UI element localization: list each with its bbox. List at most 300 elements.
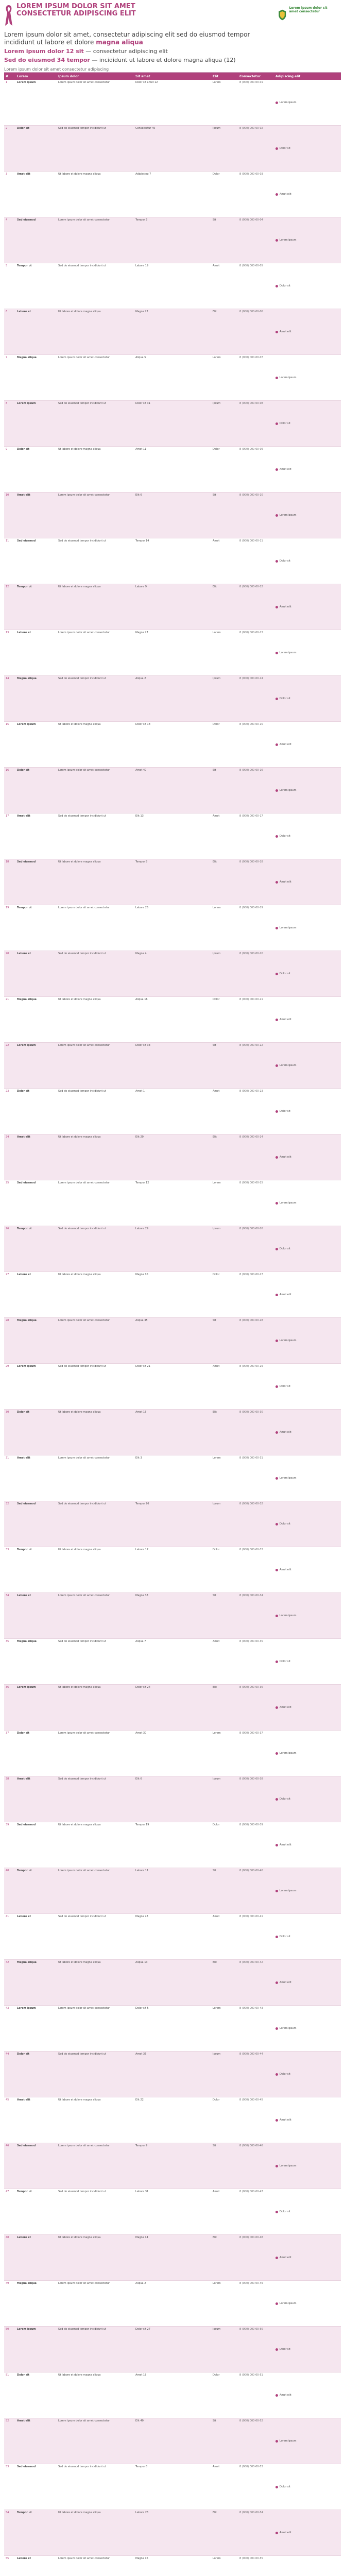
table-cell[interactable]: 8 (000) 000-00-32 [239, 1502, 263, 1505]
table-cell-text: Dolor sit [280, 697, 290, 700]
table-cell[interactable]: 8 (000) 000-00-08 [239, 402, 263, 405]
table-cell[interactable]: 8 (000) 000-00-06 [239, 310, 263, 313]
table-cell: Sit [213, 1594, 216, 1597]
table-cell-text: Lorem ipsum [280, 1614, 297, 1617]
table-cell: Amet elit [17, 2419, 30, 2422]
table-cell-text: Lorem ipsum [280, 376, 297, 379]
table-cell[interactable]: 8 (000) 000-00-36 [239, 1686, 263, 1689]
table-cell[interactable]: 8 (000) 000-00-43 [239, 2007, 263, 2010]
pink-ribbon-icon [4, 4, 13, 27]
table-row [4, 1914, 341, 1960]
table-cell [274, 1914, 341, 1959]
table-cell [274, 538, 341, 584]
status-dot-icon [275, 1752, 278, 1755]
table-cell[interactable]: 8 (000) 000-00-49 [239, 2282, 263, 2285]
table-cell: Lorem ipsum dolor sit amet consectetur [58, 1594, 110, 1597]
status-dot-icon [275, 927, 278, 929]
table-cell[interactable]: 8 (000) 000-00-16 [239, 769, 263, 772]
table-cell: 47 [6, 2190, 9, 2193]
table-row [4, 217, 341, 263]
table-cell[interactable]: 8 (000) 000-00-10 [239, 494, 263, 497]
status-dot-icon [275, 1248, 278, 1250]
table-cell [274, 2418, 341, 2464]
table-cell: 54 [6, 2511, 9, 2514]
table-cell[interactable]: 8 (000) 000-00-40 [239, 1869, 263, 1872]
intro-note: Lorem ipsum dolor sit amet consectetur adipiscing [4, 67, 109, 72]
table-cell: Amet 18 [135, 2374, 147, 2377]
table-cell[interactable]: 8 (000) 000-00-22 [239, 1044, 263, 1047]
table-row [4, 2235, 341, 2281]
table-cell: Magna aliqua [17, 1961, 37, 1964]
table-row [4, 2097, 341, 2143]
table-cell: 52 [6, 2419, 9, 2422]
emblem-icon [278, 6, 287, 24]
table-cell: Sed do eiusmod tempor incididunt ut [58, 539, 107, 543]
table-cell[interactable]: 8 (000) 000-00-31 [239, 1456, 263, 1460]
status-dot-icon [275, 1156, 278, 1159]
table-cell: Lorem ipsum dolor sit amet consectetur [58, 906, 110, 909]
table-cell-text: Amet elit [280, 2118, 291, 2122]
status-dot-icon [275, 514, 278, 517]
table-cell: Amet elit [17, 1456, 30, 1460]
table-row [4, 80, 341, 126]
table-cell [274, 2052, 341, 2097]
table-cell: Lorem ipsum [17, 1044, 36, 1047]
table-cell: Magna 27 [135, 631, 148, 634]
table-cell[interactable]: 8 (000) 000-00-03 [239, 173, 263, 176]
table-cell: 55 [6, 2557, 9, 2560]
table-cell[interactable]: 8 (000) 000-00-15 [239, 723, 263, 726]
table-row [4, 309, 341, 355]
status-dot-icon [275, 789, 278, 792]
table-cell[interactable]: 8 (000) 000-00-41 [239, 1915, 263, 1918]
table-cell[interactable]: 8 (000) 000-00-18 [239, 860, 263, 863]
table-cell: Elit 6 [135, 494, 142, 497]
table-cell-text: Amet elit [280, 605, 291, 608]
table-cell: 28 [6, 1319, 9, 1322]
table-cell[interactable]: 8 (000) 000-00-39 [239, 1823, 263, 1826]
table-cell-text: Dolor sit [280, 1935, 290, 1938]
table-row [4, 2327, 341, 2372]
org-logo [278, 6, 334, 26]
table-cell: Labore 23 [135, 2511, 149, 2514]
table-cell: Sed do eiusmod tempor incididunt ut [58, 1365, 107, 1368]
table-cell: Dolor [213, 1823, 220, 1826]
table-cell[interactable]: 8 (000) 000-00-50 [239, 2328, 263, 2331]
table-cell: Aliqua 13 [135, 1961, 148, 1964]
table-cell[interactable]: 8 (000) 000-00-35 [239, 1640, 263, 1643]
table-cell: Labore 31 [135, 2190, 149, 2193]
table-cell-text: Dolor sit [280, 834, 290, 838]
table-cell: 44 [6, 2053, 9, 2056]
table-cell: 20 [6, 952, 9, 955]
table-row [4, 722, 341, 768]
table-row [4, 1501, 341, 1547]
table-cell[interactable]: 8 (000) 000-00-42 [239, 1961, 263, 1964]
table-cell: Elit 20 [135, 1136, 144, 1139]
table-cell: Ut labore et dolore magna aliqua [58, 585, 101, 588]
table-cell: Labore et [17, 1273, 31, 1276]
table-cell[interactable]: 8 (000) 000-00-30 [239, 1411, 263, 1414]
status-dot-icon [275, 743, 278, 746]
table-cell [274, 1868, 341, 1913]
table-cell: Tempor ut [17, 1548, 32, 1551]
table-cell: 12 [6, 585, 9, 588]
table-cell: Lorem ipsum [17, 723, 36, 726]
table-cell: Sed do eiusmod tempor incididunt ut [58, 264, 107, 267]
table-body [4, 80, 341, 2576]
table-cell: Sit [213, 1319, 216, 1322]
status-dot-icon [275, 1477, 278, 1480]
table-cell: Sit [213, 2419, 216, 2422]
table-row [4, 630, 341, 676]
table-cell: Lorem ipsum dolor sit amet consectetur [58, 1181, 110, 1184]
table-row [4, 1639, 341, 1685]
intro [4, 31, 334, 72]
table-cell: Sit [213, 1044, 216, 1047]
table-cell: 39 [6, 1823, 9, 1826]
status-dot-icon [275, 1981, 278, 1984]
table-cell[interactable]: 8 (000) 000-00-13 [239, 631, 263, 634]
header-cell: Elit [213, 74, 219, 78]
table-cell: Sed eiusmod [17, 1502, 36, 1505]
table-cell [274, 1639, 341, 1684]
status-dot-icon [275, 2302, 278, 2305]
table-cell: Tempor ut [17, 1227, 32, 1230]
table-cell: 26 [6, 1227, 9, 1230]
table-cell[interactable]: 8 (000) 000-00-07 [239, 356, 263, 359]
table-cell: Sit [213, 2144, 216, 2147]
table-cell: Elit 22 [135, 2098, 144, 2102]
table-cell[interactable]: 8 (000) 000-00-09 [239, 448, 263, 451]
table-cell[interactable]: 8 (000) 000-00-47 [239, 2190, 263, 2193]
table-cell[interactable]: 8 (000) 000-00-44 [239, 2053, 263, 2056]
table-row [4, 2418, 341, 2464]
table-cell: Lorem ipsum dolor sit amet consectetur [58, 218, 110, 222]
table-cell [274, 1731, 341, 1776]
table-cell: Amet [213, 2465, 220, 2468]
table-cell: Labore et [17, 310, 31, 313]
table-cell: 22 [6, 1044, 9, 1047]
status-dot-icon [275, 377, 278, 379]
table-cell: Lorem [213, 906, 221, 909]
table-row [4, 2556, 341, 2576]
table-row [4, 172, 341, 217]
table-cell [274, 676, 341, 721]
table-cell: Dolor sit [17, 448, 30, 451]
status-dot-icon [275, 1064, 278, 1067]
table-row [4, 905, 341, 951]
table-cell [274, 1593, 341, 1638]
table-cell[interactable]: 8 (000) 000-00-24 [239, 1136, 263, 1139]
table-cell: Ut labore et dolore magna aliqua [58, 2098, 101, 2102]
status-dot-icon [275, 2532, 278, 2534]
table-cell: Ut labore et dolore magna aliqua [58, 1823, 101, 1826]
table-cell[interactable]: 8 (000) 000-00-55 [239, 2557, 263, 2560]
status-dot-icon [275, 1706, 278, 1709]
table-cell[interactable]: 8 (000) 000-00-45 [239, 2098, 263, 2102]
table-cell[interactable]: 8 (000) 000-00-21 [239, 998, 263, 1001]
table-cell [274, 1547, 341, 1592]
table-cell: Dolor sit [17, 2374, 30, 2377]
age-line-1 [4, 48, 334, 55]
table-cell: 49 [6, 2282, 9, 2285]
table-row [4, 1547, 341, 1593]
table-cell-text: Lorem ipsum [280, 1338, 297, 1342]
status-dot-icon [275, 835, 278, 838]
table-row [4, 1455, 341, 1501]
table-cell: Tempor ut [17, 585, 32, 588]
table-row [4, 493, 341, 538]
table-cell: Dolor sit [17, 1411, 30, 1414]
table-cell: 1 [6, 81, 8, 84]
table-cell: Aliqua 16 [135, 998, 148, 1001]
table-cell: Dolor [213, 448, 220, 451]
table-cell[interactable]: 8 (000) 000-00-14 [239, 677, 263, 680]
status-dot-icon [275, 2119, 278, 2122]
table-cell: Sit [213, 769, 216, 772]
table-cell: 5 [6, 264, 8, 267]
table-cell: Dolor [213, 173, 220, 176]
table-cell: Amet elit [17, 815, 30, 818]
table-cell[interactable]: 8 (000) 000-00-04 [239, 218, 263, 222]
table-cell[interactable]: 8 (000) 000-00-26 [239, 1227, 263, 1230]
table-cell: Elit [213, 1686, 217, 1689]
table-cell [274, 126, 341, 171]
table-cell: Ut labore et dolore magna aliqua [58, 2511, 101, 2514]
table-cell[interactable]: 8 (000) 000-00-12 [239, 585, 263, 588]
table-cell-text: Amet elit [280, 1980, 291, 1984]
table-row [4, 676, 341, 722]
table-cell[interactable]: 8 (000) 000-00-52 [239, 2419, 263, 2422]
table-row [4, 2464, 341, 2510]
table-cell-text: Lorem ipsum [280, 1063, 297, 1067]
table-cell [274, 172, 341, 217]
table-cell [274, 1501, 341, 1547]
table-row [4, 814, 341, 859]
table-cell-text: Amet elit [280, 1705, 291, 1709]
status-dot-icon [275, 101, 278, 104]
table-cell [274, 401, 341, 446]
table-cell[interactable]: 8 (000) 000-00-27 [239, 1273, 263, 1276]
table-cell: Amet elit [17, 494, 30, 497]
table-cell [274, 1685, 341, 1730]
status-dot-icon [275, 1385, 278, 1388]
table-cell: Amet [213, 1915, 220, 1918]
table-cell[interactable]: 8 (000) 000-00-05 [239, 264, 263, 267]
table-cell [274, 905, 341, 951]
table-cell: Sed do eiusmod tempor incididunt ut [58, 1915, 107, 1918]
status-dot-icon [275, 1431, 278, 1434]
table-cell: Ipsum [213, 1227, 221, 1230]
table-cell-text: Dolor sit [280, 2485, 290, 2488]
table-cell-text: Lorem ipsum [280, 926, 297, 929]
table-cell: Amet 11 [135, 448, 147, 451]
table-cell: Lorem ipsum dolor sit amet consectetur [58, 1319, 110, 1322]
table-cell: 7 [6, 356, 8, 359]
table-cell: Ipsum [213, 1502, 221, 1505]
table-cell: Ut labore et dolore magna aliqua [58, 1548, 101, 1551]
table-cell[interactable]: 8 (000) 000-00-28 [239, 1319, 263, 1322]
table-cell-text: Lorem ipsum [280, 238, 297, 242]
table-cell[interactable]: 8 (000) 000-00-34 [239, 1594, 263, 1597]
table-cell: Labore et [17, 2557, 31, 2560]
table-cell: Amet 15 [135, 1411, 147, 1414]
table-cell[interactable]: 8 (000) 000-00-33 [239, 1548, 263, 1551]
table-cell[interactable]: 8 (000) 000-00-37 [239, 1732, 263, 1735]
table-cell: Amet 36 [135, 2053, 147, 2056]
table-cell: Amet 1 [135, 1090, 145, 1093]
table-cell-text: Lorem ipsum [280, 2439, 297, 2443]
table-cell [274, 1364, 341, 1409]
table-cell: Lorem ipsum dolor sit amet consectetur [58, 631, 110, 634]
table-row [4, 1593, 341, 1639]
table-cell[interactable]: 8 (000) 000-00-54 [239, 2511, 263, 2514]
table-cell [274, 493, 341, 538]
table-row [4, 1180, 341, 1226]
table-cell: 40 [6, 1869, 9, 1872]
table-cell: 6 [6, 310, 8, 313]
table-cell [274, 584, 341, 630]
table-cell: Magna aliqua [17, 2282, 37, 2285]
table-cell[interactable]: 8 (000) 000-00-01 [239, 81, 263, 84]
table-cell: 3 [6, 173, 8, 176]
table-cell [274, 1089, 341, 1134]
table-cell[interactable]: 8 (000) 000-00-25 [239, 1181, 263, 1184]
status-dot-icon [275, 2394, 278, 2397]
table-row [4, 1226, 341, 1272]
table-cell-text: Dolor sit [280, 559, 290, 563]
table-cell[interactable]: 8 (000) 000-00-20 [239, 952, 263, 955]
table-cell: Ut labore et dolore magna aliqua [58, 310, 101, 313]
table-cell: Magna aliqua [17, 998, 37, 1001]
status-dot-icon [275, 2440, 278, 2443]
table-cell: 9 [6, 448, 8, 451]
table-cell: Lorem ipsum dolor sit amet consectetur [58, 2419, 110, 2422]
table-cell: Sed eiusmod [17, 860, 36, 863]
table-cell: Ut labore et dolore magna aliqua [58, 1686, 101, 1689]
table-cell-text: Amet elit [280, 2531, 291, 2534]
table-cell: Magna 10 [135, 1273, 148, 1276]
table-cell: Sed do eiusmod tempor incididunt ut [58, 1777, 107, 1781]
table-cell: Lorem ipsum dolor sit amet consectetur [58, 1732, 110, 1735]
table-cell [274, 80, 341, 125]
table-cell[interactable]: 8 (000) 000-00-11 [239, 539, 263, 543]
table-cell-text: Lorem ipsum [280, 788, 297, 792]
table-cell[interactable]: 8 (000) 000-00-23 [239, 1090, 263, 1093]
table-cell: Amet 30 [135, 1732, 147, 1735]
table-cell[interactable]: 8 (000) 000-00-29 [239, 1365, 263, 1368]
table-cell-text: Lorem ipsum [280, 513, 297, 517]
table-cell: Lorem ipsum [17, 81, 36, 84]
table-cell[interactable]: 8 (000) 000-00-02 [239, 127, 263, 130]
table-cell: Sit [213, 218, 216, 222]
table-cell: Dolor [213, 2374, 220, 2377]
table-cell [274, 1318, 341, 1363]
table-cell[interactable]: 8 (000) 000-00-17 [239, 815, 263, 818]
table-cell: Sit [213, 494, 216, 497]
intro-line-1: Lorem ipsum dolor sit amet, consectetur adipiscing elit sed do eiusmod tempor [4, 31, 250, 38]
table-cell: Dolor sit 33 [135, 1044, 150, 1047]
table-cell: Lorem ipsum dolor sit amet consectetur [58, 1456, 110, 1460]
table-cell: Dolor sit 27 [135, 2328, 150, 2331]
header-cell: Consectetur [239, 74, 261, 78]
table-cell[interactable]: 8 (000) 000-00-19 [239, 906, 263, 909]
table-cell: Tempor ut [17, 264, 32, 267]
table-cell [274, 355, 341, 400]
intro-line-2 [4, 39, 334, 46]
table-cell: Sed eiusmod [17, 218, 36, 222]
table-cell: Dolor sit 5 [135, 2007, 149, 2010]
table-cell: 25 [6, 1181, 9, 1184]
table-cell: Elit [213, 1961, 217, 1964]
table-cell: Ut labore et dolore magna aliqua [58, 448, 101, 451]
table-row [4, 2006, 341, 2052]
table-cell: Magna aliqua [17, 1319, 37, 1322]
table-row [4, 1318, 341, 1364]
table-cell[interactable]: 8 (000) 000-00-38 [239, 1777, 263, 1781]
table-cell [274, 2189, 341, 2234]
status-dot-icon [275, 1569, 278, 1571]
table-cell: 33 [6, 1548, 9, 1551]
table-cell-text: Dolor sit [280, 2347, 290, 2351]
table-row [4, 1822, 341, 1868]
table-cell: Ipsum [213, 127, 221, 130]
table-header [4, 73, 341, 80]
table-cell-text: Lorem ipsum [280, 2164, 297, 2167]
table-cell [274, 768, 341, 813]
table-cell[interactable]: 8 (000) 000-00-53 [239, 2465, 263, 2468]
status-dot-icon [275, 2211, 278, 2213]
table-cell-text: Amet elit [280, 1155, 291, 1159]
table-cell-text: Dolor sit [280, 421, 290, 425]
table-cell: Labore 11 [135, 1869, 149, 1872]
table-cell: Dolor [213, 998, 220, 1001]
header-cell: # [6, 74, 9, 78]
table-cell-text: Lorem ipsum [280, 651, 297, 654]
table-cell: Amet elit [17, 1777, 30, 1781]
table-cell: Lorem ipsum [17, 1365, 36, 1368]
table-cell: Amet [213, 1365, 220, 1368]
table-cell [274, 1272, 341, 1317]
table-cell: Labore et [17, 631, 31, 634]
table-cell: Sed do eiusmod tempor incididunt ut [58, 402, 107, 405]
status-dot-icon [275, 1615, 278, 1617]
page-header [0, 0, 345, 82]
status-dot-icon [275, 1890, 278, 1892]
table-cell[interactable]: 8 (000) 000-00-51 [239, 2374, 263, 2377]
table-cell [274, 2510, 341, 2555]
status-dot-icon [275, 2348, 278, 2351]
table-cell [274, 997, 341, 1042]
table-cell: 50 [6, 2328, 9, 2331]
table-cell: Lorem [213, 1732, 221, 1735]
table-cell: Dolor sit [17, 127, 30, 130]
table-cell-text: Amet elit [280, 2393, 291, 2397]
table-cell[interactable]: 8 (000) 000-00-48 [239, 2236, 263, 2239]
table-row [4, 538, 341, 584]
table-cell: 35 [6, 1640, 9, 1643]
table-cell: 8 [6, 402, 8, 405]
table-cell: 29 [6, 1365, 9, 1368]
page-title: LOREM IPSUM DOLOR SIT AMET CONSECTETUR ADIPISCING ELIT [16, 3, 136, 18]
table-cell: Ut labore et dolore magna aliqua [58, 2236, 101, 2239]
table-cell: Aliqua 5 [135, 356, 146, 359]
table-cell: Dolor sit 18 [135, 723, 150, 726]
table-cell[interactable]: 8 (000) 000-00-46 [239, 2144, 263, 2147]
table-cell: Sed do eiusmod tempor incididunt ut [58, 815, 107, 818]
table-cell: 38 [6, 1777, 9, 1781]
